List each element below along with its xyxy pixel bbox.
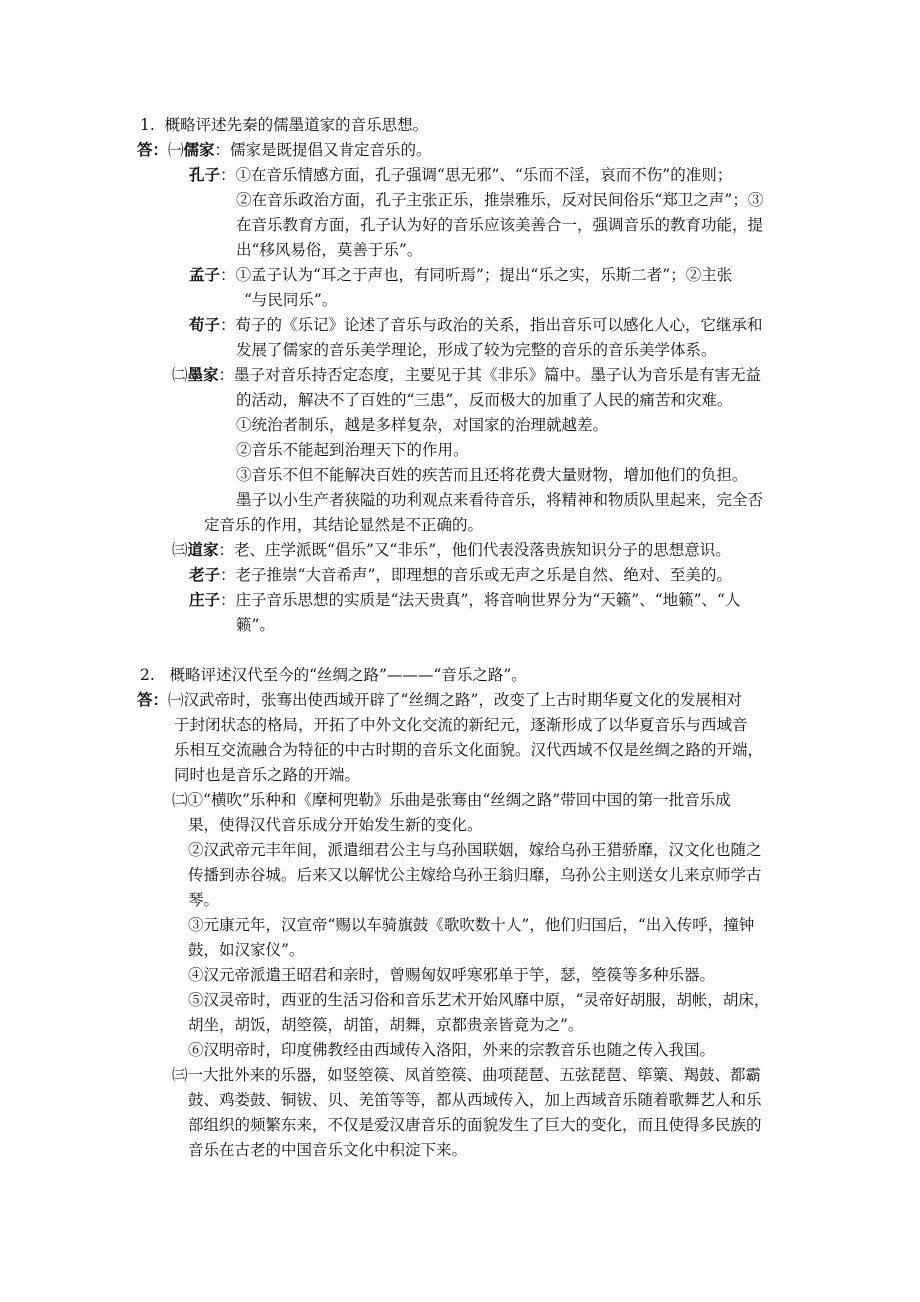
text-line: 一大批外来的乐器，如竖箜篌、凤首箜篌、曲项琵琶、五弦琵琶、筚篥、羯鼓、都霸 — [187, 1066, 762, 1084]
section-marker: ㈠ — [168, 141, 184, 159]
answer-2-p3 — [172, 1064, 761, 1086]
section-marker: ㈢ — [172, 541, 188, 559]
text-line: 乐相互交流融合为特征的中古时期的音乐文化面貌。汉代西域不仅是丝绸之路的开端， — [174, 741, 764, 759]
question-2 — [140, 664, 527, 686]
text-line: ③音乐不但不能解决百姓的疾苦而且还将花费大量财物，增加他们的负担。 — [236, 466, 748, 484]
text-line: ④汉元帝派遣王昭君和亲时，曾赐匈奴呼寒邪单于竽，瑟，箜篌等多种乐器。 — [188, 966, 716, 984]
text-line: ②汉武帝元丰年间，派遣细君公主与乌孙国联姻，嫁给乌孙王猎骄靡，汉文化也随之 — [188, 841, 762, 859]
text-line: 定音乐的作用，其结论显然是不正确的。 — [204, 516, 484, 534]
answer-1-ru-heading — [137, 139, 432, 161]
text-line: 发展了儒家的音乐美学理论，形成了较为完整的音乐的音乐美学体系。 — [236, 341, 717, 359]
laozi-line — [189, 564, 732, 586]
text-line: ：庄子音乐思想的实质是“法天贵真”，将音响世界分为“天籁”、“地籁”、“人 — [220, 591, 741, 609]
section-text: ：儒家是既提倡又肯定音乐的。 — [214, 141, 432, 159]
text-line: 鼓、鸡娄鼓、铜钹、贝、羌笛等等，都从西域传入，加上西域音乐随着歌舞艺人和乐 — [188, 1091, 762, 1109]
question-number: 2. — [140, 666, 155, 684]
text-line: 于封闭状态的格局，开拓了中外文化交流的新纪元，逐渐形成了以华夏音乐与西域音 — [174, 716, 748, 734]
text-line: 音乐在古老的中国音乐文化中积淀下来。 — [188, 1141, 468, 1159]
text-line: ：老、庄学派既“倡乐”又“非乐”，他们代表没落贵族知识分子的思想意识。 — [218, 541, 731, 559]
person-name: 老子 — [189, 566, 221, 584]
section-marker: ㈠ — [168, 691, 184, 709]
text-line: ：荀子的《乐记》论述了音乐与政治的关系，指出音乐可以感化人心，它继承和 — [220, 316, 763, 334]
text-line: ：老子推崇“大音希声”，即理想的音乐或无声之乐是自然、绝对、至美的。 — [220, 566, 732, 584]
section-marker: ㈢ — [172, 1066, 188, 1084]
question-text: 概略评述先秦的儒墨道家的音乐思想。 — [164, 116, 429, 134]
mengzi-line — [189, 264, 732, 286]
section-heading: 儒家 — [183, 141, 215, 159]
person-name: 庄子 — [189, 591, 221, 609]
person-name: 荀子 — [189, 316, 221, 334]
text-line: 汉武帝时，张骞出使西域开辟了“丝绸之路”，改变了上古时期华夏文化的发展相对 — [183, 691, 742, 709]
section-marker: ㈡ — [172, 366, 188, 384]
section-heading: 道家 — [187, 541, 219, 559]
xunzi-line — [189, 314, 763, 336]
text-line: ⑥汉明帝时，印度佛教经由西域传入洛阳，外来的宗教音乐也随之传入我国。 — [188, 1041, 716, 1059]
answer-2-p1 — [137, 689, 742, 711]
dao-heading — [172, 539, 731, 561]
text-line: ：墨子对音乐持否定态度，主要见于其《非乐》篇中。墨子认为音乐是有害无益 — [218, 366, 762, 384]
text-line: ③元康元年，汉宣帝“赐以车骑旗鼓《歌吹数十人”，他们归国后，“出入传呼，撞钟 — [188, 916, 755, 934]
section-marker: ㈡ — [172, 791, 188, 809]
text-line: ①“横吹”乐种和《摩柯兜勒》乐曲是张骞由“丝绸之路”带回中国的第一批音乐成 — [187, 791, 731, 809]
question-1 — [140, 114, 428, 136]
text-line: ：①在音乐情感方面，孔子强调“思无邪”、“乐而不淫，哀而不伤”的准则； — [220, 166, 733, 184]
text-line: 的活动，解决不了百姓的“三患”，反而极大的加重了人民的痛苦和灾难。 — [236, 391, 733, 409]
text-line: 传播到赤谷城。后来又以解忧公主嫁给乌孙王翁归靡，乌孙公主则送女儿来京师学古 — [188, 866, 762, 884]
section-heading: 墨家 — [187, 366, 219, 384]
text-line: 部组织的频繁东来，不仅是爱汉唐音乐的面貌发生了巨大的变化，而且使得多民族的 — [188, 1116, 762, 1134]
text-line: 琴。 — [188, 891, 220, 909]
text-line: 在音乐教育方面，孔子认为好的音乐应该美善合一，强调音乐的教育功能，提 — [236, 216, 764, 234]
text-line: 同时也是音乐之路的开端。 — [174, 766, 361, 784]
mo-heading — [172, 364, 761, 386]
person-name: 孔子 — [189, 166, 221, 184]
answer-2-p2 — [172, 789, 731, 811]
answer-label: 答： — [137, 691, 169, 709]
text-line: 果，使得汉代音乐成分开始发生新的变化。 — [188, 816, 483, 834]
question-number: 1. — [140, 116, 155, 134]
text-line: 墨子以小生产者狭隘的功利观点来看待音乐，将精神和物质队里起来，完全否 — [236, 491, 764, 509]
text-line: 籁”。 — [236, 616, 275, 634]
text-line: “与民同乐”。 — [244, 291, 338, 309]
question-text: 概略评述汉代至今的“丝绸之路”———“音乐之路”。 — [169, 666, 527, 684]
text-line: ：①孟子认为“耳之于声也，有同听焉”；提出“乐之实，乐斯二者”；②主张 — [220, 266, 733, 284]
text-line: ⑤汉灵帝时，西亚的生活习俗和音乐艺术开始风靡中原，“灵帝好胡服，胡帐，胡床， — [188, 991, 770, 1009]
text-line: ①统治者制乐，越是多样复杂，对国家的治理就越差。 — [236, 416, 609, 434]
text-line: ②音乐不能起到治理天下的作用。 — [236, 441, 469, 459]
answer-label: 答： — [137, 141, 169, 159]
text-line: ②在音乐政治方面，孔子主张正乐，推崇雅乐，反对民间俗乐“郑卫之声”；③ — [236, 191, 764, 209]
kongzi-line — [189, 164, 732, 186]
text-line: 胡坐，胡饭，胡箜篌，胡笛，胡舞，京都贵亲皆竟为之”。 — [188, 1016, 584, 1034]
person-name: 孟子 — [189, 266, 221, 284]
text-line: 鼓，如汉家仪”。 — [188, 941, 305, 959]
zhuangzi-line — [189, 589, 741, 611]
text-line: 出“移风易俗，莫善于乐”。 — [236, 241, 423, 259]
